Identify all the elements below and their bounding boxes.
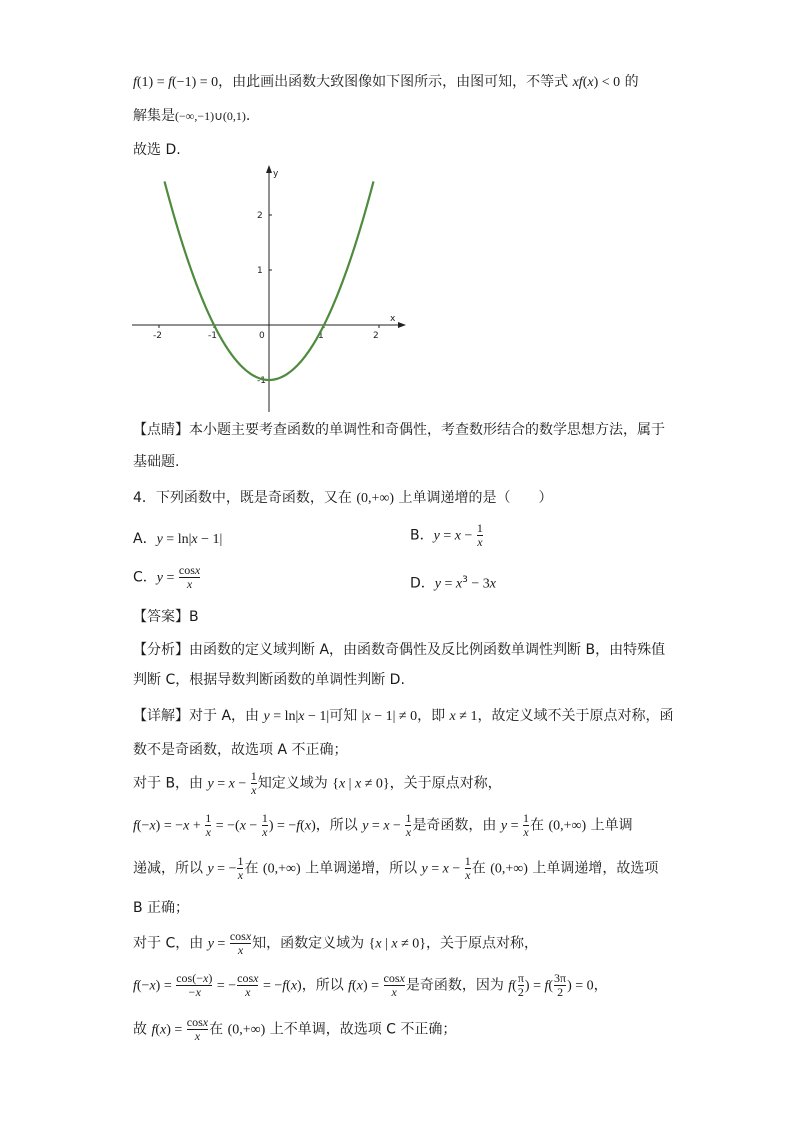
- pointing-line-2: 基础题.: [133, 454, 180, 470]
- detail-line-9: 故 f(x) = $\frac{\cos x}{x}$ 在 (0,+∞) 上不单调，故选项 C 不正确；: [133, 1015, 457, 1043]
- y-tick-label: 1: [257, 266, 263, 276]
- detail-line-1: 【详解】对于 A，由 y = ln|x − 1|可知 |x − 1| ≠ 0，即 x ≠ 1，故定义域不关于原点对称，函: [133, 708, 674, 724]
- x-tick-label: -2: [153, 331, 162, 341]
- x-axis-label: x: [390, 314, 396, 324]
- y-axis-label: y: [273, 169, 279, 179]
- x-tick-label: 0: [259, 331, 265, 341]
- x-tick-label: 2: [373, 331, 379, 341]
- solution-line-2: 解集是(−∞,−1)∪(0,1).: [133, 108, 251, 124]
- detail-line-2: 数不是奇函数，故选项 A 不正确；: [133, 742, 348, 758]
- detail-line-5: 递减，所以 y = − $\frac{1}{x}$ 在 (0,+∞) 上单调递增，所以 y = x − $\frac{1}{x}$ 在 (0,+∞) 上单调递增，故选项: [133, 854, 659, 882]
- parabola-graph: [130, 162, 410, 414]
- x-tick-label: -1: [208, 331, 217, 341]
- question-4: 4．下列函数中，既是奇函数，又在 (0,+∞) 上单调递增的是（ ）: [133, 490, 553, 506]
- option-b: B．y = x − $\frac{1}{x}$: [410, 521, 483, 549]
- option-d: D．$y = x^3 - 3x$: [410, 575, 496, 592]
- detail-line-4: f(−x) = −x + $\frac{1}{x}$ = −(x − $\frac{1}{x}$ ) = −f(x)，所以 y = x − $\frac{1}{x}$ 是奇函数，由 y = $\frac{1}{x}$ 在 (0,+∞) 上单调: [133, 811, 633, 839]
- conclusion: 故选 D.: [133, 142, 181, 158]
- analysis-line-1: 【分析】由函数的定义域判断 A，由函数奇偶性及反比例函数单调性判断 B，由特殊值: [133, 642, 666, 658]
- y-tick-label: -1: [257, 376, 266, 386]
- x-tick-label: 1: [318, 331, 324, 341]
- y-tick-label: 2: [257, 211, 263, 221]
- pointing-line-1: 【点睛】本小题主要考查函数的单调性和奇偶性，考查数形结合的数学思想方法，属于: [133, 422, 665, 438]
- option-c: C．y = $\frac{\cos x}{x}$: [133, 563, 201, 591]
- option-a: A．y = ln|x − 1|: [133, 531, 223, 547]
- detail-line-8: f(−x) = $\frac{\cos(-x)}{-x}$ = − $\frac{\cos x}{x}$ = −f(x)，所以 f(x) = $\frac{\cos x}{x}$ 是奇函数，因为 f( $\frac{\pi}{2}$ ) = f( $\frac{3\pi}{2}$ ) = 0，: [133, 971, 608, 999]
- analysis-line-2: 判断 C，根据导数判断函数的单调性判断 D.: [133, 672, 405, 688]
- detail-line-3: 对于 B，由 y = x − $\frac{1}{x}$ 知定义域为 {x | x ≠ 0}，关于原点对称，: [133, 769, 502, 797]
- answer: 【答案】B: [133, 609, 199, 625]
- solution-line-1: f(1) = f(−1) = 0，由此画出函数大致图像如下图所示，由图可知，不等式 xf(x) < 0 的: [133, 74, 639, 90]
- detail-line-6: B 正确；: [133, 900, 190, 916]
- detail-line-7: 对于 C，由 y = $\frac{\cos x}{x}$ 知，函数定义域为 {x | x ≠ 0}，关于原点对称，: [133, 929, 538, 957]
